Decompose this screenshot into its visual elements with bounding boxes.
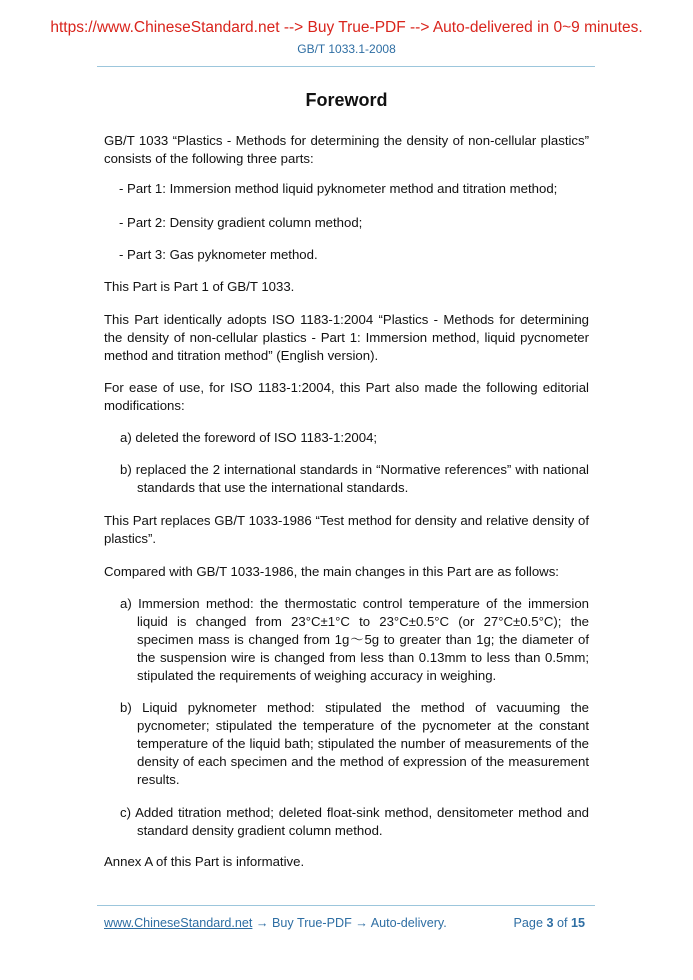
of-label: of [556, 916, 568, 930]
list-item: b) replaced the 2 international standards in “Normative references” with national standards that use the international standards. [120, 462, 589, 495]
paragraph: This Part replaces GB/T 1033-1986 “Test method for density and relative density of plastics”. [104, 513, 589, 546]
paragraph: Compared with GB/T 1033-1986, the main changes in this Part are as follows: [104, 564, 559, 579]
paragraph: GB/T 1033 “Plastics - Methods for determining the density of non-cellular plastics” consists of the following three parts: [104, 133, 589, 166]
footer-divider [97, 905, 595, 906]
paragraph: This Part is Part 1 of GB/T 1033. [104, 279, 295, 294]
page-number [514, 914, 585, 932]
list-item: a) Immersion method: the thermostatic control temperature of the immersion liquid is changed from 23°C±1°C to 23°C±0.5°C (or 27°C±0.5°C); the specimen mass is changed from 1g～5g to greater than 1g; the diameter of the suspension wire is changed from less than 0.13mm to less than 0.5mm; stipulated the requirements of weighing accuracy in weighing. [120, 596, 589, 683]
paragraph: This Part identically adopts ISO 1183-1:2004 “Plastics - Methods for determining the density of non-cellular plastics - Part 1: Immersion method, liquid pycnometer method and titration method” (English version). [104, 312, 589, 363]
list-item: - Part 3: Gas pyknometer method. [119, 247, 318, 262]
total-pages: 15 [570, 916, 585, 930]
footer-text: → Buy True-PDF → Auto-delivery. [252, 916, 447, 930]
page-title: Foreword [305, 90, 388, 110]
list-item: b) Liquid pyknometer method: stipulated the method of vacuuming the pycnometer; stipulated the temperature of the pycnometer at the constant temperature of the liquid bath; stipulated the number of measurements of the density of each specimen and the method of expression of the measurement results. [120, 700, 589, 787]
footer-link[interactable]: www.ChineseStandard.net [104, 916, 253, 930]
list-item: c) Added titration method; deleted float-sink method, densitometer method and standard density gradient column method. [120, 805, 589, 838]
list-item: - Part 2: Density gradient column method; [119, 215, 363, 230]
header-purchase-link[interactable]: https://www.ChineseStandard.net --> Buy True-PDF --> Auto-delivered in 0~9 minutes. [50, 19, 643, 36]
list-item: a) deleted the foreword of ISO 1183-1:2004; [120, 430, 378, 445]
current-page: 3 [546, 916, 554, 930]
header-standard-number: GB/T 1033.1-2008 [297, 42, 396, 56]
page-label: Page [513, 916, 543, 930]
paragraph: Annex A of this Part is informative. [104, 854, 305, 869]
footer [104, 914, 585, 932]
list-item: - Part 1: Immersion method liquid pyknometer method and titration method; [119, 181, 558, 196]
paragraph: For ease of use, for ISO 1183-1:2004, this Part also made the following editorial modifications: [104, 380, 589, 413]
header-divider [97, 66, 595, 67]
